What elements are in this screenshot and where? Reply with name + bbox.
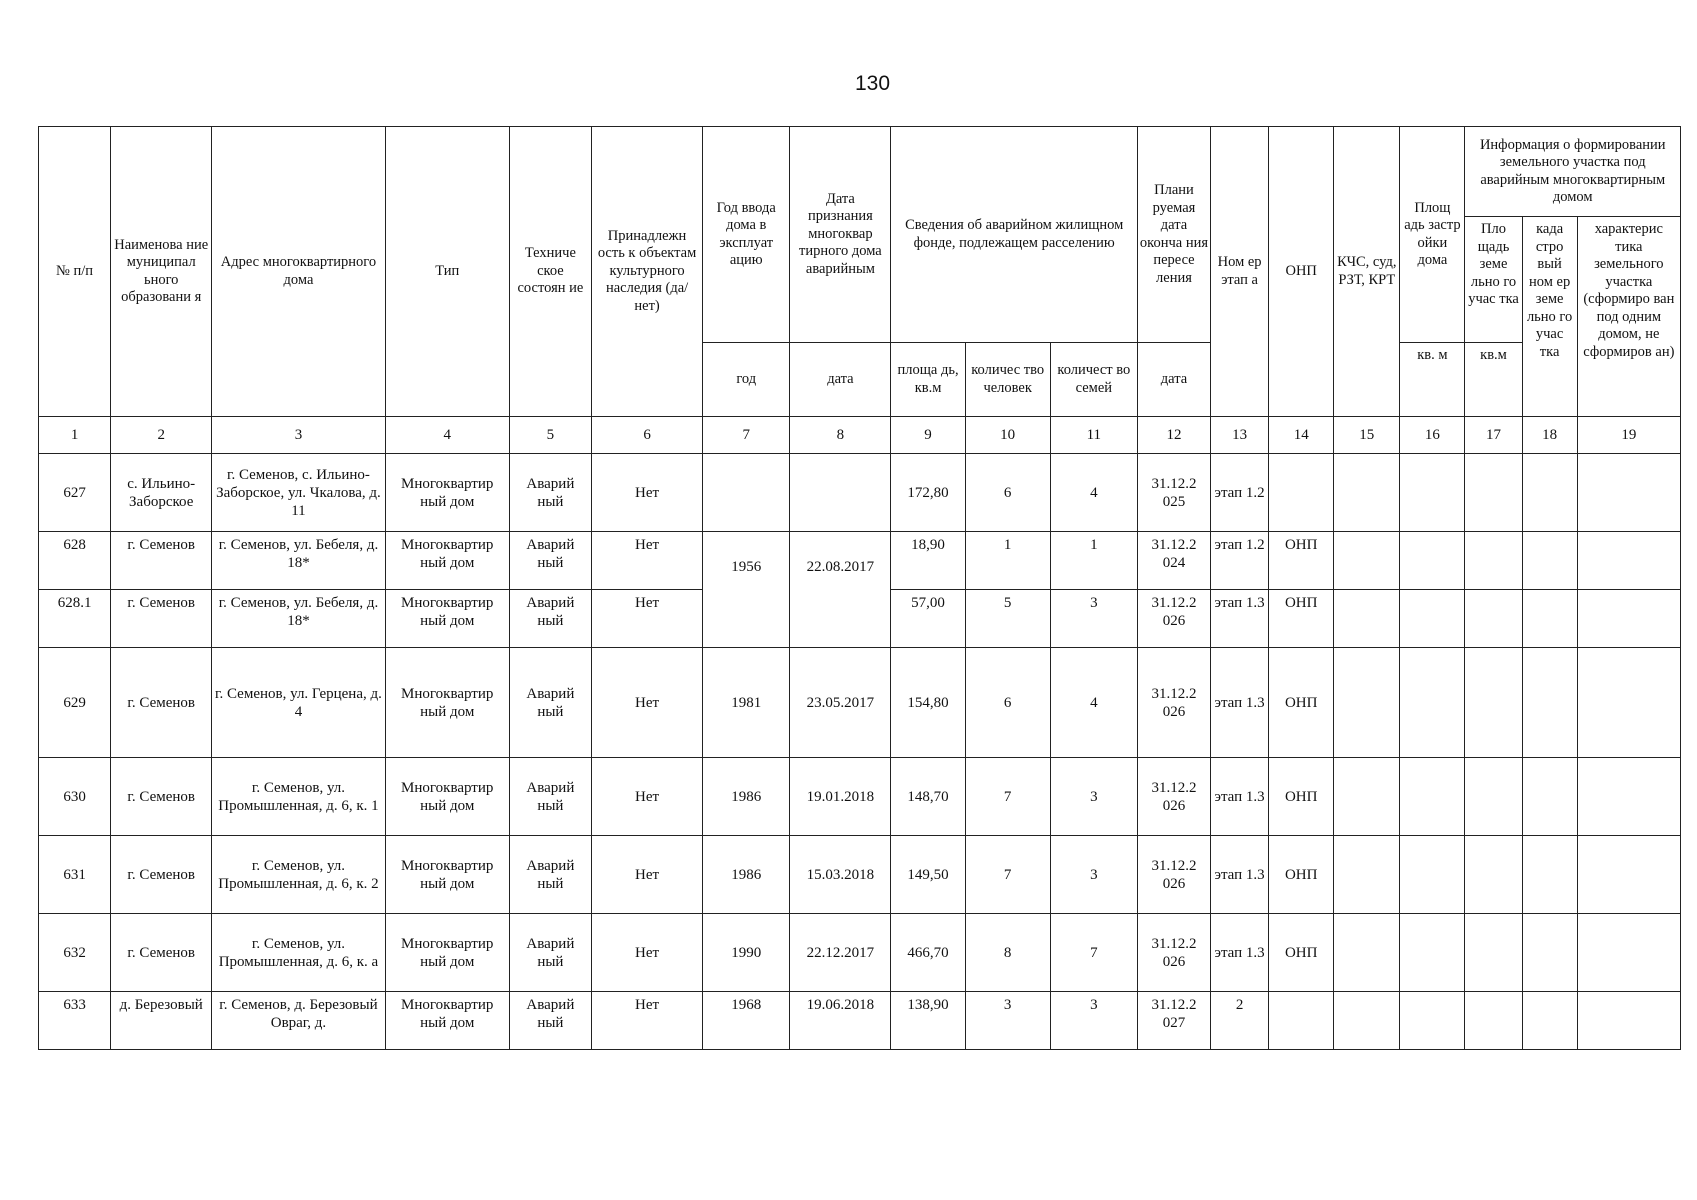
cell-municipality: с. Ильино-Заборское (111, 454, 212, 532)
cell-area: 18,90 (891, 532, 965, 590)
column-number: 1 (39, 417, 111, 454)
cell-area: 172,80 (891, 454, 965, 532)
cell-area: 148,70 (891, 758, 965, 836)
column-number: 14 (1269, 417, 1334, 454)
cell-end-date: 31.12.2 025 (1137, 454, 1210, 532)
cell-onp (1269, 992, 1334, 1050)
cell-families: 3 (1050, 836, 1137, 914)
header-emergency-date: Дата признания многоквар тирного дома аварийным (790, 127, 891, 343)
cell-stage: этап 1.3 (1211, 648, 1269, 758)
cell-type: Многоквартир ный дом (385, 454, 509, 532)
cell-kchs (1334, 836, 1400, 914)
cell-stage: этап 1.2 (1211, 454, 1269, 532)
cell-municipality: г. Семенов (111, 758, 212, 836)
cell-end-date: 31.12.2 026 (1137, 648, 1210, 758)
emergency-housing-table (38, 126, 1681, 1050)
cell-state: Аварий ный (509, 836, 591, 914)
cell-year (703, 454, 790, 532)
cell-end-date: 31.12.2 027 (1137, 992, 1210, 1050)
cell-heritage: Нет (591, 532, 702, 590)
cell-address: г. Семенов, ул. Бебеля, д. 18* (212, 590, 385, 648)
cell-number: 628 (39, 532, 111, 590)
cell-number: 628.1 (39, 590, 111, 648)
cell-area: 149,50 (891, 836, 965, 914)
column-number: 18 (1522, 417, 1577, 454)
cell-stage: этап 1.2 (1211, 532, 1269, 590)
column-number: 13 (1211, 417, 1269, 454)
cell-kchs (1334, 914, 1400, 992)
cell-end-date: 31.12.2 024 (1137, 532, 1210, 590)
table-row (39, 992, 1681, 1050)
cell-plot-area (1465, 992, 1522, 1050)
cell-cadastral (1522, 532, 1577, 590)
cell-people: 6 (965, 454, 1050, 532)
subheader-planned-date: дата (1137, 343, 1210, 417)
cell-municipality: д. Березовый (111, 992, 212, 1050)
cell-type: Многоквартир ный дом (385, 914, 509, 992)
header-building-area: Площ адь застр ойки дома (1400, 127, 1465, 343)
cell-plot-area (1465, 648, 1522, 758)
column-number: 8 (790, 417, 891, 454)
header-type: Тип (385, 127, 509, 417)
cell-people: 7 (965, 758, 1050, 836)
cell-plot-characteristic (1577, 914, 1680, 992)
cell-address: г. Семенов, ул. Промышленная, д. 6, к. 1 (212, 758, 385, 836)
cell-onp (1269, 454, 1334, 532)
table-header (39, 127, 1681, 417)
cell-number: 629 (39, 648, 111, 758)
cell-municipality: г. Семенов (111, 914, 212, 992)
cell-cadastral (1522, 992, 1577, 1050)
cell-plot-area (1465, 914, 1522, 992)
cell-families: 3 (1050, 992, 1137, 1050)
cell-heritage: Нет (591, 992, 702, 1050)
cell-state: Аварий ный (509, 454, 591, 532)
cell-municipality: г. Семенов (111, 648, 212, 758)
cell-date: 19.06.2018 (790, 992, 891, 1050)
cell-building-area (1400, 836, 1465, 914)
column-number: 4 (385, 417, 509, 454)
cell-municipality: г. Семенов (111, 590, 212, 648)
cell-stage: этап 1.3 (1211, 590, 1269, 648)
cell-area: 138,90 (891, 992, 965, 1050)
cell-onp: ОНП (1269, 590, 1334, 648)
cell-people: 3 (965, 992, 1050, 1050)
cell-number: 632 (39, 914, 111, 992)
cell-people: 1 (965, 532, 1050, 590)
cell-state: Аварий ный (509, 590, 591, 648)
cell-onp: ОНП (1269, 648, 1334, 758)
cell-number: 630 (39, 758, 111, 836)
cell-end-date: 31.12.2 026 (1137, 914, 1210, 992)
cell-kchs (1334, 758, 1400, 836)
cell-building-area (1400, 992, 1465, 1050)
cell-year: 1986 (703, 836, 790, 914)
cell-heritage: Нет (591, 454, 702, 532)
header-commission-year: Год ввода дома в эксплуат ацию (703, 127, 790, 343)
cell-plot-area (1465, 590, 1522, 648)
cell-kchs (1334, 532, 1400, 590)
cell-kchs (1334, 648, 1400, 758)
cell-plot-characteristic (1577, 836, 1680, 914)
column-number: 11 (1050, 417, 1137, 454)
cell-date: 22.08.2017 (790, 532, 891, 648)
cell-cadastral (1522, 758, 1577, 836)
page-number: 130 (854, 72, 891, 95)
cell-building-area (1400, 758, 1465, 836)
cell-heritage: Нет (591, 914, 702, 992)
subheader-date: дата (790, 343, 891, 417)
cell-address: г. Семенов, ул. Бебеля, д. 18* (212, 532, 385, 590)
cell-cadastral (1522, 590, 1577, 648)
cell-heritage: Нет (591, 836, 702, 914)
table-row (39, 758, 1681, 836)
cell-building-area (1400, 648, 1465, 758)
subheader-year: год (703, 343, 790, 417)
cell-state: Аварий ный (509, 992, 591, 1050)
header-emergency-fund: Сведения об аварийном жилищном фонде, подлежащем расселению (891, 127, 1137, 343)
cell-cadastral (1522, 914, 1577, 992)
subheader-building-area-unit: кв. м (1400, 343, 1465, 417)
subheader-families: количест во семей (1050, 343, 1137, 417)
cell-heritage: Нет (591, 758, 702, 836)
column-number: 16 (1400, 417, 1465, 454)
cell-families: 7 (1050, 914, 1137, 992)
cell-type: Многоквартир ный дом (385, 992, 509, 1050)
cell-plot-characteristic (1577, 532, 1680, 590)
cell-people: 6 (965, 648, 1050, 758)
cell-type: Многоквартир ный дом (385, 532, 509, 590)
cell-address: г. Семенов, ул. Промышленная, д. 6, к. 2 (212, 836, 385, 914)
column-number: 5 (509, 417, 591, 454)
cell-onp: ОНП (1269, 836, 1334, 914)
cell-type: Многоквартир ный дом (385, 836, 509, 914)
cell-date: 19.01.2018 (790, 758, 891, 836)
header-technical-state: Техниче ское состоян ие (509, 127, 591, 417)
cell-type: Многоквартир ный дом (385, 648, 509, 758)
cell-state: Аварий ный (509, 648, 591, 758)
cell-building-area (1400, 914, 1465, 992)
cell-plot-area (1465, 758, 1522, 836)
cell-address: г. Семенов, с. Ильино-Заборское, ул. Чкалова, д. 11 (212, 454, 385, 532)
header-cadastral-number: када стро вый ном ер земе льно го учас тка (1522, 217, 1577, 417)
cell-onp: ОНП (1269, 532, 1334, 590)
cell-area: 154,80 (891, 648, 965, 758)
table-row (39, 648, 1681, 758)
cell-end-date: 31.12.2 026 (1137, 758, 1210, 836)
cell-families: 4 (1050, 648, 1137, 758)
column-number: 12 (1137, 417, 1210, 454)
cell-cadastral (1522, 454, 1577, 532)
cell-building-area (1400, 532, 1465, 590)
cell-date (790, 454, 891, 532)
cell-number: 633 (39, 992, 111, 1050)
cell-date: 22.12.2017 (790, 914, 891, 992)
cell-state: Аварий ный (509, 914, 591, 992)
cell-stage: этап 1.3 (1211, 914, 1269, 992)
cell-people: 8 (965, 914, 1050, 992)
cell-municipality: г. Семенов (111, 532, 212, 590)
column-number: 10 (965, 417, 1050, 454)
column-number-row (39, 417, 1681, 454)
cell-plot-characteristic (1577, 648, 1680, 758)
cell-onp: ОНП (1269, 914, 1334, 992)
cell-address: г. Семенов, ул. Герцена, д. 4 (212, 648, 385, 758)
column-number: 3 (212, 417, 385, 454)
column-number: 9 (891, 417, 965, 454)
cell-municipality: г. Семенов (111, 836, 212, 914)
cell-number: 627 (39, 454, 111, 532)
header-land-plot-info: Информация о формировании земельного участка под аварийным многоквартирным домом (1465, 127, 1681, 217)
cell-year: 1986 (703, 758, 790, 836)
table-row (39, 532, 1681, 590)
column-number: 7 (703, 417, 790, 454)
header-address: Адрес многоквартирного дома (212, 127, 385, 417)
cell-year: 1990 (703, 914, 790, 992)
header-number: № п/п (39, 127, 111, 417)
header-plot-area: Пло щадь земе льно го учас тка (1465, 217, 1522, 343)
cell-state: Аварий ный (509, 532, 591, 590)
cell-families: 3 (1050, 590, 1137, 648)
subheader-plot-area-unit: кв.м (1465, 343, 1522, 417)
header-heritage: Принадлежн ость к объектам культурного наследия (да/нет) (591, 127, 702, 417)
header-municipality: Наименова ние муниципал ьного образовани я (111, 127, 212, 417)
cell-plot-characteristic (1577, 992, 1680, 1050)
cell-number: 631 (39, 836, 111, 914)
cell-people: 5 (965, 590, 1050, 648)
cell-end-date: 31.12.2 026 (1137, 590, 1210, 648)
cell-end-date: 31.12.2 026 (1137, 836, 1210, 914)
cell-plot-area (1465, 836, 1522, 914)
column-number: 15 (1334, 417, 1400, 454)
cell-plot-characteristic (1577, 454, 1680, 532)
cell-families: 1 (1050, 532, 1137, 590)
cell-onp: ОНП (1269, 758, 1334, 836)
cell-heritage: Нет (591, 590, 702, 648)
cell-type: Многоквартир ный дом (385, 758, 509, 836)
table-row (39, 454, 1681, 532)
cell-kchs (1334, 992, 1400, 1050)
cell-stage: этап 1.3 (1211, 758, 1269, 836)
cell-year: 1968 (703, 992, 790, 1050)
cell-people: 7 (965, 836, 1050, 914)
cell-building-area (1400, 590, 1465, 648)
column-number: 17 (1465, 417, 1522, 454)
cell-address: г. Семенов, ул. Промышленная, д. 6, к. а (212, 914, 385, 992)
cell-date: 23.05.2017 (790, 648, 891, 758)
cell-plot-area (1465, 532, 1522, 590)
cell-area: 466,70 (891, 914, 965, 992)
cell-heritage: Нет (591, 648, 702, 758)
header-kchs: КЧС, суд, РЗТ, КРТ (1334, 127, 1400, 417)
cell-cadastral (1522, 836, 1577, 914)
cell-families: 4 (1050, 454, 1137, 532)
subheader-area: площа дь, кв.м (891, 343, 965, 417)
cell-address: г. Семенов, д. Березовый Овраг, д. (212, 992, 385, 1050)
header-stage: Ном ер этап а (1211, 127, 1269, 417)
cell-stage: этап 1.3 (1211, 836, 1269, 914)
cell-year: 1956 (703, 532, 790, 648)
header-onp: ОНП (1269, 127, 1334, 417)
cell-plot-characteristic (1577, 758, 1680, 836)
cell-type: Многоквартир ный дом (385, 590, 509, 648)
cell-year: 1981 (703, 648, 790, 758)
cell-date: 15.03.2018 (790, 836, 891, 914)
cell-kchs (1334, 590, 1400, 648)
column-number: 19 (1577, 417, 1680, 454)
column-number: 2 (111, 417, 212, 454)
cell-plot-characteristic (1577, 590, 1680, 648)
cell-kchs (1334, 454, 1400, 532)
cell-cadastral (1522, 648, 1577, 758)
table-row (39, 836, 1681, 914)
cell-stage: 2 (1211, 992, 1269, 1050)
cell-state: Аварий ный (509, 758, 591, 836)
table-body (39, 417, 1681, 1050)
cell-plot-area (1465, 454, 1522, 532)
cell-families: 3 (1050, 758, 1137, 836)
column-number: 6 (591, 417, 702, 454)
header-planned-date: Плани руемая дата оконча ния пересе ления (1137, 127, 1210, 343)
cell-area: 57,00 (891, 590, 965, 648)
subheader-people: количес тво человек (965, 343, 1050, 417)
cell-building-area (1400, 454, 1465, 532)
header-plot-characteristic: характерис тика земельного участка (сформиро ван под одним домом, не сформиров ан) (1577, 217, 1680, 417)
table-row (39, 914, 1681, 992)
